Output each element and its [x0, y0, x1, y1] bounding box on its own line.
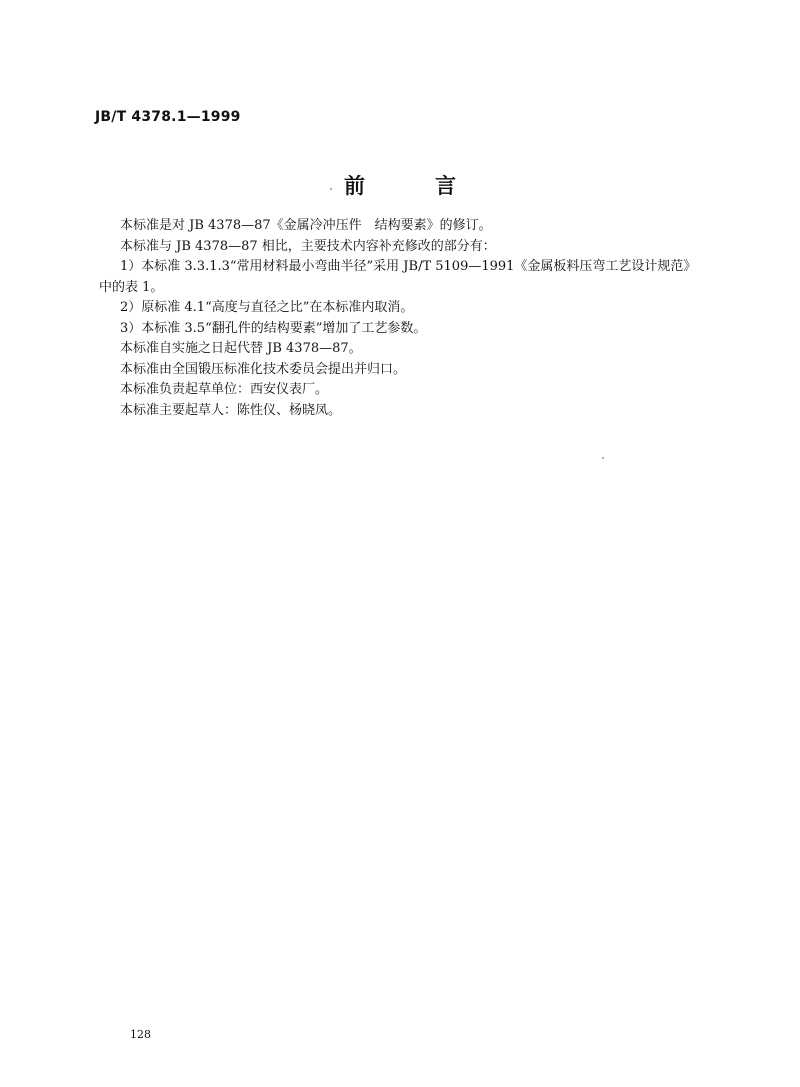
paragraph-8: 本标准负责起草单位：西安仪表厂。 — [120, 382, 329, 397]
foreword-body — [99, 216, 719, 421]
paragraph-6: 本标准自实施之日起代替 JB 4378—87。 — [120, 341, 362, 356]
paragraph-5: 3）本标准 3.5“翻孔件的结构要素”增加了工艺参数。 — [120, 320, 427, 336]
paragraph-7: 本标准由全国锻压标准化技术委员会提出并归口。 — [120, 361, 407, 377]
paragraph-3: 1）本标准 3.3.1.3“常用材料最小弯曲半径”采用 JB/T 5109—1991《金属板料压弯工艺设计规范》 — [120, 259, 697, 274]
paragraph-3-continued: 中的表 1。 — [99, 279, 164, 295]
standard-code: JB/T 4378.1—1999 — [95, 109, 241, 125]
paragraph-2: 本标准与 JB 4378—87 相比，主要技术内容补充修改的部分有： — [120, 238, 496, 254]
paragraph-1: 本标准是对 JB 4378—87《金属冷冲压件 结构要素》的修订。 — [120, 218, 492, 233]
scan-speck — [602, 457, 604, 459]
paragraph-4: 2）原标准 4.1“高度与直径之比”在本标准内取消。 — [120, 300, 414, 315]
paragraph-9: 本标准主要起草人：陈性仪、杨晓凤。 — [120, 402, 342, 418]
page-title — [0, 170, 800, 200]
title-char-1: 前 — [344, 173, 365, 198]
page-number: 128 — [130, 1028, 151, 1041]
scan-speck — [330, 188, 332, 190]
title-char-2: 言 — [435, 173, 456, 198]
